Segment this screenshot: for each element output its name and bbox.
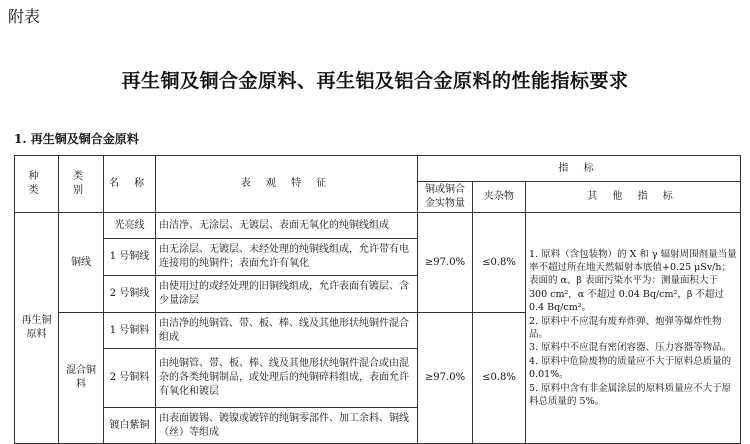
header-other: 其 他 指 标 xyxy=(526,182,741,213)
header-content: 铜或铜合金实物量 xyxy=(418,182,473,213)
header-indicators: 指 标 xyxy=(418,156,741,182)
impurity-cell-mixed: ≤0.8% xyxy=(473,313,526,444)
category-cell-mixed: 混合铜料 xyxy=(59,313,104,444)
row-description: 由使用过的或经处理的旧铜线组成，允许表面有镀层、含少量涂层 xyxy=(156,276,418,313)
header-category: 类 别 xyxy=(59,156,104,213)
requirement-item: 2. 原料中不应混有废弃炸弹、炮弹等爆炸性物品。 xyxy=(529,315,722,340)
row-name: 镀白紫铜 xyxy=(104,408,156,444)
row-name: 1 号铜料 xyxy=(104,313,156,349)
content-cell-mixed: ≥97.0% xyxy=(418,313,473,444)
row-name: 2 号铜线 xyxy=(104,276,156,313)
section-title: 1. 再生铜及铜合金原料 xyxy=(14,132,139,146)
other-requirements-cell xyxy=(526,213,741,444)
header-appearance: 表 观 特 征 xyxy=(156,156,418,213)
row-description: 由洁净、无涂层、无镀层、表面无氧化的纯铜线组成 xyxy=(156,213,418,239)
row-description: 由洁净的纯铜管、带、板、棒、线及其他形状纯铜件混合组成 xyxy=(156,313,418,349)
header-type: 种 类 xyxy=(15,156,59,213)
spec-table xyxy=(14,155,741,444)
category-cell-wire: 铜线 xyxy=(59,213,104,313)
requirement-item: 5. 原料中含有非金属涂层的原料质量应不大于原料总质量的 5%。 xyxy=(529,382,732,408)
appendix-label: 附表 xyxy=(8,7,41,26)
row-name: 光亮线 xyxy=(104,213,156,239)
row-name: 2 号铜料 xyxy=(104,349,156,408)
impurity-cell-wire: ≤0.8% xyxy=(473,213,526,313)
type-cell: 再生铜原料 xyxy=(15,213,59,444)
header-impurity: 夹杂物 xyxy=(473,182,526,213)
requirement-item: 1. 原料（含包装物）的 X 和 γ 辐射周围剂量当量率不超过所在地天然辐射本底值+0.25 μSv/h；表面的 α、β 表面污染水平为：测量面积大于 300 cm²，α 不超过 0.04 Bq/cm²，β 不超过 0.4 Bq/cm²。 xyxy=(529,248,737,314)
header-name: 名 称 xyxy=(104,156,156,213)
row-description: 由无涂层、无镀层、未经处理的纯铜线组成，允许带有电连接用的纯铜件；表面允许有氧化 xyxy=(156,239,418,276)
requirement-item: 4. 原料中危险废物的质量应不大于原料总质量的 0.01%。 xyxy=(529,355,732,381)
content-cell-wire: ≥97.0% xyxy=(418,213,473,313)
document-title: 再生铜及铜合金原料、再生铝及铝合金原料的性能指标要求 xyxy=(121,70,629,92)
row-description: 由纯铜管、带、板、棒、线及其他形状纯铜件混合或由混杂的各类纯铜制品，或处理后的纯铜碎料组成，表面允许有氧化和镀层 xyxy=(156,349,418,408)
row-name: 1 号铜线 xyxy=(104,239,156,276)
row-description: 由表面镀锡、镀镍或镀锌的纯铜零部件、加工余料、铜线（丝）等组成 xyxy=(156,408,418,444)
requirement-item: 3. 原料中不应混有密闭容器、压力容器等物品。 xyxy=(529,342,732,354)
